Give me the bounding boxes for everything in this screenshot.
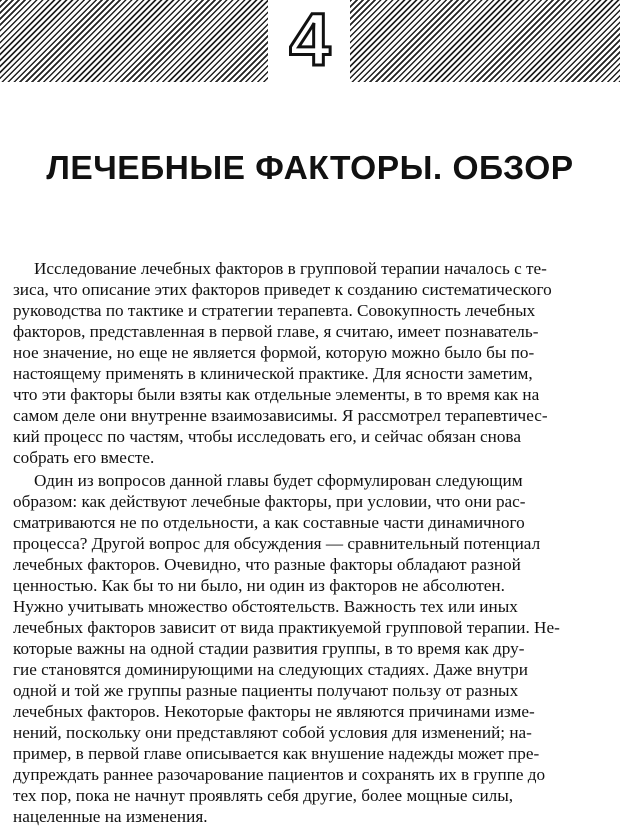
text-line: пример, в первой главе описывается как внушение надежды может пре- bbox=[13, 744, 540, 763]
chapter-header-band bbox=[0, 0, 620, 82]
text-line: сматриваются не по отдельности, а как составные части динамичного bbox=[13, 513, 525, 532]
text-line: лечебных факторов. Некоторые факторы не являются причинами изме- bbox=[13, 702, 535, 721]
text-line: дупреждать раннее разочарование пациентов и сохранять их в группе до bbox=[13, 765, 546, 784]
text-line: Один из вопросов данной главы будет сформулирован следующим bbox=[34, 471, 523, 490]
chapter-number: 4 bbox=[289, 0, 331, 81]
text-line: гие становятся доминирующими на следующих стадиях. Даже внутри bbox=[13, 660, 528, 679]
text-line: одной и той же группы разные пациенты получают пользу от разных bbox=[13, 681, 519, 700]
text-line: процесса? Другой вопрос для обсуждения — сравнительный потенциал bbox=[13, 534, 541, 553]
chapter-title: ЛЕЧЕБНЫЕ ФАКТОРЫ. ОБЗОР bbox=[46, 150, 574, 187]
text-line: образом: как действуют лечебные факторы, при условии, что они рас- bbox=[13, 492, 526, 511]
text-line: нацеленные на изменения. bbox=[13, 807, 208, 826]
text-line: факторов, представленная в первой главе, я считаю, имеет познаватель- bbox=[13, 322, 539, 341]
body-text bbox=[13, 258, 613, 829]
text-line: настоящему применять в клинической практике. Для ясности заметим, bbox=[13, 364, 533, 383]
text-line: самом деле они внутренне взаимозависимы. Я рассмотрел терапевтичес- bbox=[13, 406, 548, 425]
text-line: тех пор, пока не начнут проявлять себя другие, более мощные силы, bbox=[13, 786, 514, 805]
text-line: Исследование лечебных факторов в групповой терапии началось с те- bbox=[34, 259, 547, 278]
text-line: собрать его вместе. bbox=[13, 448, 155, 467]
decorative-hatch-left bbox=[0, 0, 268, 82]
text-line: руководства по тактике и стратегии терапевта. Совокупность лечебных bbox=[13, 301, 536, 320]
text-line: ное значение, но еще не является формой, которую можно было бы по- bbox=[13, 343, 535, 362]
text-line: Нужно учитывать множество обстоятельств. Важность тех или иных bbox=[13, 597, 518, 616]
text-line: ценностью. Как бы то ни было, ни один из факторов не абсолютен. bbox=[13, 576, 505, 595]
paragraph-2 bbox=[13, 470, 613, 827]
paragraph-1 bbox=[13, 258, 613, 468]
text-line: лечебных факторов. Очевидно, что разные факторы обладают разной bbox=[13, 555, 521, 574]
text-line: зиса, что описание этих факторов приведет к созданию систематического bbox=[13, 280, 552, 299]
text-line: что эти факторы были взяты как отдельные элементы, в то время как на bbox=[13, 385, 540, 404]
text-line: нений, поскольку они представляют собой условия для изменений; на- bbox=[13, 723, 532, 742]
text-line: лечебных факторов зависит от вида практикуемой групповой терапии. Не- bbox=[13, 618, 560, 637]
text-line: которые важны на одной стадии развития группы, в то время как дру- bbox=[13, 639, 525, 658]
text-line: кий процесс по частям, чтобы исследовать его, и сейчас обязан снова bbox=[13, 427, 521, 446]
decorative-hatch-right bbox=[350, 0, 620, 82]
